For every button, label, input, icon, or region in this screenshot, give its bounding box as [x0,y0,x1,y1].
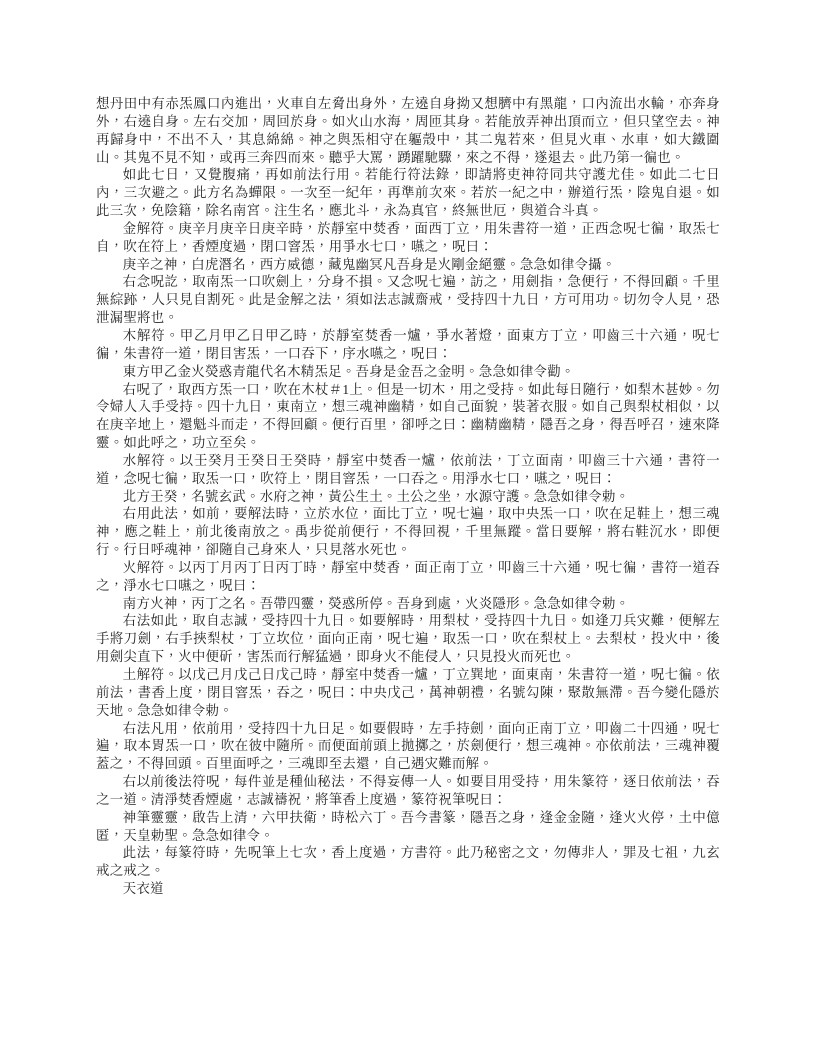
paragraph: 庚辛之神，白虎潛名，西方威德，藏鬼幽冥凡吾身是火剛金絕靈。急急如律令攝。 [122,256,616,272]
paragraph: 神筆靈靈，啟告上清，六甲扶衛，時松六丁。吾今書篆，隱吾之身，逢金金隨，逢火火停，土中億匿，天皇勅聖。急急如律令。 [96,809,720,843]
paragraph: 右法凡用，依前用，受持四十九日足。如要假時，左手持劍，面向正南丁立，叩齒二十四通，呪七遍，取本胃炁一口，吹在彼中隨所。而便面前頭上拋擲之，於劍便行，想三魂神。亦依前法，三魂神覆蓋之，不得回頭。百里面呼之，三魂即至去還，自己遇灾難而解。 [96,720,720,772]
paragraph: 此法，每篆符時，先呪筆上七次，香上度過，方書符。此乃秘密之文，勿傳非人，罪及七祖，九玄戒之戒之。 [96,845,720,879]
paragraph: 右呪了，取西方炁一口，吹在木杖＃1上。但是一切木，用之受持。如此每日隨行，如梨木甚妙。勿令婦人入手受持。四十九日，東南立，想三魂神幽精，如自己面貌，裝著衣服。如自己與梨杖相似，以在庚辛地上，還魁斗而走，不得回顧。便行百里，卻呼之曰：幽精幽精，隱吾之身，得吾呼召，速來降靈。如此呼之，功立至矣。 [96,381,720,451]
paragraph: 天衣道 [122,881,164,897]
paragraph: 木解符。甲乙月甲乙日甲乙時，於靜室焚香一爐，爭水著燈，面東方丁立，叩齒三十六通，呪七徧，朱書符一道，閉目害炁，一口吞下，序水嚥之，呪曰： [96,327,720,361]
paragraph: 右法如此，取自志誠，受持四十九日。如要解時，用梨杖，受持四十九日。如逢刀兵灾難，便解左手將刀劍，右手挾梨杖，丁立坎位，面向正南，呪七遍，取炁一口，吹在梨杖上。去梨杖，投火中，後用劍尖直下，火中便斫，害炁而行解猛過，即身火不能侵人，只見投火而死也。 [96,613,720,665]
paragraph: 想丹田中有赤炁鳳口內進出，火車自左脅出身外，左遶自身拗又想臍中有黑龍，口內流出水輪，亦奔身外，右遶自身。左右交加，周回於身。如火山水海，周匝其身。若能放弄神出頂而立，但只望空去。神再歸身中，不出不入，其息綿綿。神之與炁相守在軀殼中，其二鬼若來，但見火車、水車，如大鐵圍山。其鬼不見不知，或再三奔四而來。聽乎大罵，踴躍馳驟，來之不得，遂退去。此乃第一徧也。 [96,96,720,165]
paragraph: 水解符。以壬癸月壬癸日壬癸時，靜室中焚香一爐，依前法，丁立面南，叩齒三十六通，書符一道，念呪七徧，取炁一口，吹符上，閉目窨炁，一口吞之。用淨水七口，嚥之，呪曰： [96,452,720,486]
paragraph: 南方火神，丙丁之名。吾帶四靈，熒惑所停。吾身到處，火炎隱形。急急如律令勅。 [122,595,630,611]
paragraph: 東方甲乙金火熒惑青龍代名木精炁足。吾身是金吾之金明。急急如律令勸。 [122,363,575,379]
paragraph: 土解符。以戊己月戊己日戊己時，靜室中焚香一爐，丁立巽地，面東南，朱書符一道，呪七徧。依前法，書香上度，閉目窨炁，吞之，呪曰：中央戊己，萬神朝禮，名號勾陳，聚散無滯。吾今變化隱於天地。急急如律令勅。 [96,667,720,718]
paragraph: 金解符。庚辛月庚辛日庚辛時，於靜室中焚香，面西丁立，用朱書符一道，正西念呪七徧，取炁七自，吹在符上，香煙度過，閉口窨炁，用爭水七口，嚥之，呪曰： [96,220,720,254]
paragraph: 如此七日，又覺腹痛，再如前法行用。若能行符法錄，即請將吏神符同共守護尤佳。如此二七日內，三次避之。此方名為蟬限。一次至一紀年，再準前次來。若於一紀之中，辦道行炁，陰鬼自退。如此三次，免陰籍，除名南宮。注生名，應北斗，永為真官，終無世厄，與道合斗真。 [96,167,720,219]
paragraph: 右以前後法符呪，每件並是種仙秘法，不得妄傳一人。如要目用受持，用朱篆符，逐日依前法，吞之一道。清淨焚香煙處，志誠禱祝，將筆香上度過，篆符祝筆呪曰： [96,774,720,807]
paragraph: 火解符。以丙丁月丙丁日丙丁時，靜室中焚香，面正南丁立，叩齒三十六通，呪七徧，書符一道吞之，淨水七口嚥之，呪曰： [96,559,720,593]
paragraph: 北方壬癸，名號玄武。水府之神，黃公生土。土公之坐，水源守護。急急如律令勅。 [122,488,630,504]
paragraph: 右用此法，如前，要解法時，立於水位，面比丁立，呪七遍，取中央炁一口，吹在足鞋上，想三魂神，應之鞋上，前北後南放之。禹步從前便行，不得回視，千里無蹤。當日要解，將右鞋沉水，即便行。行日呼魂神，卻隨自己身來人，只見落水死也。 [96,506,720,558]
document-body [96,95,720,898]
paragraph: 右念呪訖，取南炁一口吹劍上，分身不損。又念呪七遍，訪之，用劍指，急便行，不得回顧。千里無綜跡，人只見自割死。此是金解之法，須如法志誠齋戒，受持四十九日，方可用功。切勿令人見，恐泄漏聖將也。 [96,274,720,326]
